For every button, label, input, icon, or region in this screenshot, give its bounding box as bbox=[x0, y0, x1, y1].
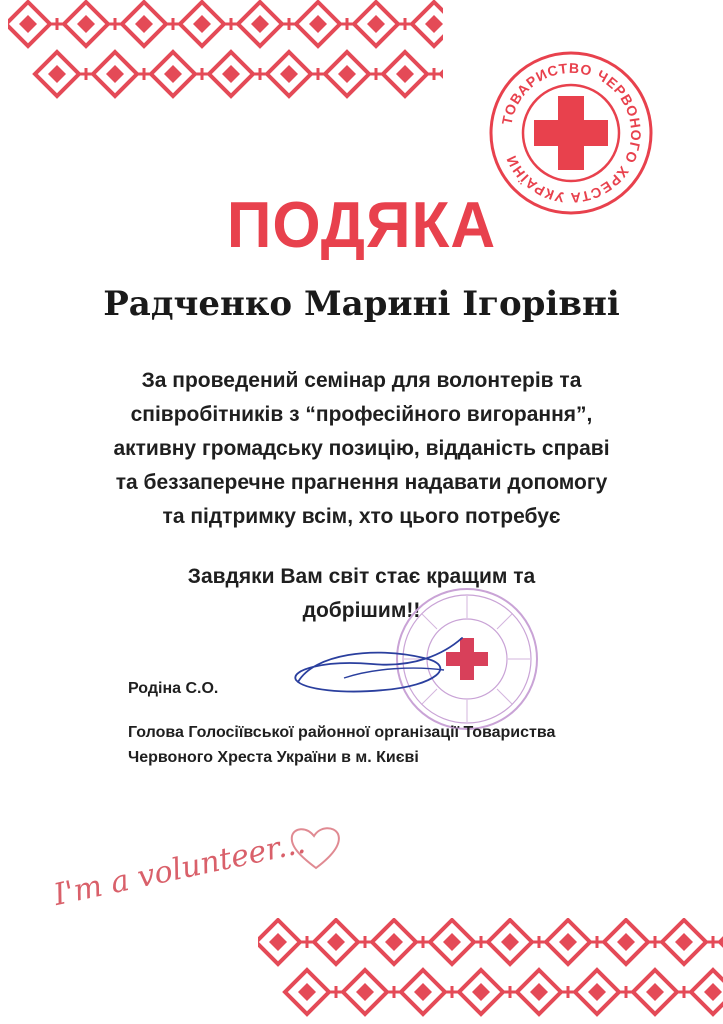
embroidery-pattern-top bbox=[8, 0, 443, 100]
ornament-diamond bbox=[675, 933, 693, 951]
ornament-diamond bbox=[385, 933, 403, 951]
ornament-diamond bbox=[222, 65, 240, 83]
ornament-diamond bbox=[280, 65, 298, 83]
logo-ring-text: ТОВАРИСТВО ЧЕРВОНОГО ХРЕСТА УКРАЇНИ bbox=[498, 59, 645, 207]
ornament-diamond bbox=[588, 983, 606, 1001]
signature bbox=[284, 624, 474, 704]
ornament-diamond bbox=[559, 933, 577, 951]
closing-line: добрішим!! bbox=[302, 599, 421, 622]
signer-position bbox=[128, 720, 668, 770]
ornament-diamond bbox=[646, 983, 664, 1001]
ornament-diamond bbox=[704, 983, 722, 1001]
ornament-diamond bbox=[251, 15, 269, 33]
gratitude-line: та підтримку всім, хто цього потребує bbox=[162, 505, 561, 528]
closing-line: Завдяки Вам світ стає кращим та bbox=[187, 565, 536, 588]
ornament-diamond bbox=[501, 933, 519, 951]
bottom-ornament bbox=[258, 918, 723, 1024]
page-title: ПОДЯКА bbox=[226, 189, 497, 262]
closing-text bbox=[80, 560, 643, 628]
gratitude-line: За проведений семінар для волонтерів та bbox=[141, 369, 582, 392]
ornament-diamond bbox=[298, 983, 316, 1001]
top-ornament bbox=[8, 0, 443, 100]
slogan-text: I'm a volunteer... bbox=[50, 825, 309, 913]
red-cross-icon bbox=[534, 96, 608, 170]
ornament-diamond bbox=[530, 983, 548, 1001]
ornament-diamond bbox=[164, 65, 182, 83]
gratitude-line: співробітників з “професійного вигорання”, bbox=[130, 403, 593, 426]
gratitude-text bbox=[60, 364, 663, 534]
ornament-diamond bbox=[77, 15, 95, 33]
ornament-diamond bbox=[327, 933, 345, 951]
ornament-diamond bbox=[441, 52, 443, 96]
ornament-diamond bbox=[135, 15, 153, 33]
embroidery-pattern-bottom bbox=[258, 918, 723, 1024]
ornament-diamond bbox=[48, 65, 66, 83]
ornament-diamond bbox=[269, 933, 287, 951]
ornament-diamond bbox=[106, 65, 124, 83]
ornament-diamond bbox=[367, 15, 385, 33]
gratitude-line: активну громадську позицію, відданість справі bbox=[113, 437, 610, 460]
signature-scribble bbox=[284, 624, 474, 704]
ornament-diamond bbox=[425, 15, 443, 33]
signer-name: Родіна С.О. bbox=[128, 680, 219, 697]
ornament-diamond bbox=[309, 15, 327, 33]
gratitude-line: та беззаперечне прагнення надавати допомогу bbox=[115, 471, 608, 494]
recipient-name: Радченко Марині Ігорівні bbox=[103, 284, 620, 324]
ornament-diamond bbox=[443, 933, 461, 951]
ornament-diamond bbox=[338, 65, 356, 83]
ornament-diamond bbox=[19, 15, 37, 33]
ornament-diamond bbox=[356, 983, 374, 1001]
signer-position-line: Червоного Хреста України в м. Києві bbox=[128, 749, 419, 766]
ornament-diamond bbox=[617, 933, 635, 951]
ornament-diamond bbox=[396, 65, 414, 83]
ornament-diamond bbox=[472, 983, 490, 1001]
signer-position-line: Голова Голосіївської районної організації Товариства bbox=[128, 724, 556, 741]
ornament-diamond bbox=[193, 15, 211, 33]
ornament-diamond bbox=[414, 983, 432, 1001]
